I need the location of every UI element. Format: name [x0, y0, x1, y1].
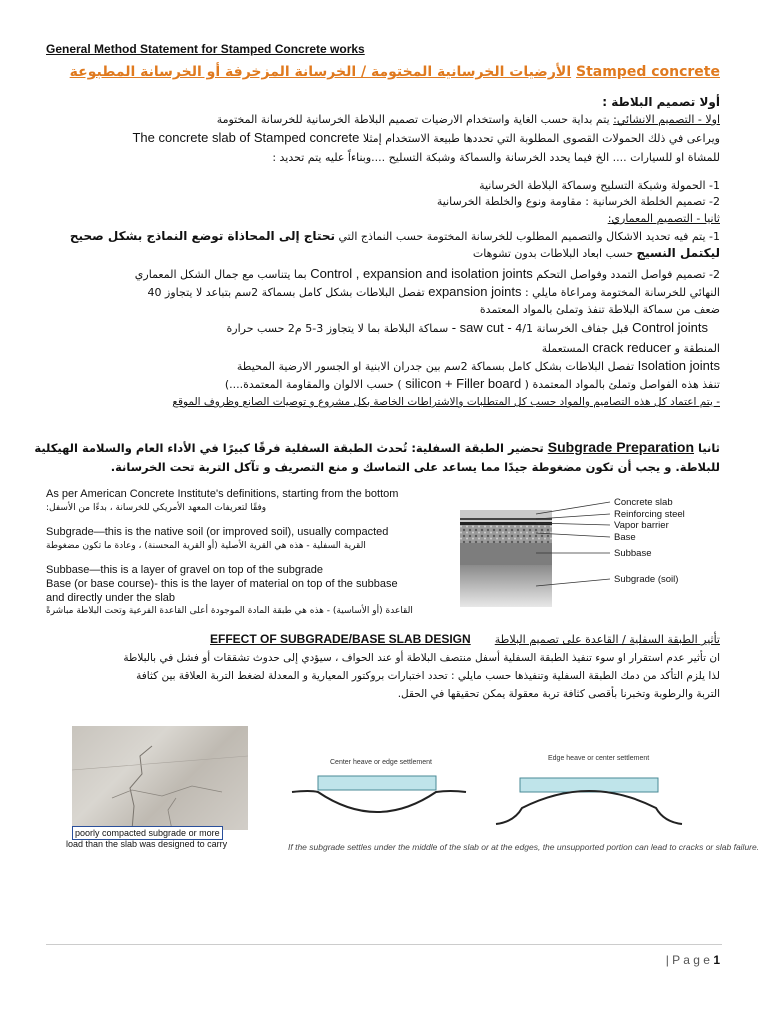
control-ar2: 4/1 سماكة البلاطة بما لا يتجاوز 3-5 م2 حسب حرارة — [226, 322, 533, 335]
label-subgrade: Subgrade (soil) — [614, 574, 679, 585]
iso-ar: تفصل البلاطات بشكل كامل بسماكة 2سم بين جدران الابنية او الجسور الارضية المحيطة — [236, 360, 635, 373]
settlement-diagrams — [290, 752, 720, 838]
arch1-line2: حسب ابعاد البلاطات بدون تشوهات — [472, 247, 637, 260]
section2-title-ar: ثانيا — [694, 441, 720, 455]
section2-line2: للبلاطة. و يجب أن تكون مضغوطة جيدًا مما يساعد على التماسك و منع التصريف و تآكل التربة تحت الخرسانة. — [110, 460, 720, 474]
fill-ar-b: ) حسب الالوان والمقاومة المعتمدة....) — [224, 378, 402, 391]
section3-title-ar: تأثير الطبقة السفلية / القاعدة على تصميم البلاطة — [494, 633, 720, 646]
control-en: Control joints — [632, 320, 708, 335]
diagram1-label: Center heave or edge settlement — [330, 759, 432, 766]
arch-item-2 — [135, 266, 720, 282]
leader-concrete-slab — [536, 502, 610, 514]
diagram1-slab — [318, 776, 436, 790]
aesthetic-text: يتم بداية حسب الغاية واستخدام الارضيات تصميم البلاطة الخرسانية للخرسانة المختومة — [216, 113, 614, 126]
slab-ar: ويراعى في ذلك الحمولات القصوى المطلوبة التي تحددها طبيعة الاستخدام إمثلا — [362, 132, 720, 145]
label-vapor-barrier: Vapor barrier — [614, 520, 669, 531]
control-line — [227, 320, 709, 336]
exp-ar-b: تفصل البلاطات بشكل كامل بسماكة 2سم بتباعد لا يتجاوز 40 — [147, 286, 425, 299]
crack-line — [542, 340, 720, 356]
photo-caption-line1: poorly compacted subgrade or more — [72, 826, 223, 840]
diagram-caption: If the subgrade settles under the middle of the slab or at the edges, the unsupported portion can lead to cracks or slab failure. — [288, 842, 760, 852]
fill-ar-a: تنفذ هذه الفواصل وتملئ بالمواد المعتمدة ( — [521, 378, 720, 391]
arch2-ar-a: 2- تصميم فواصل التمدد وفواصل التحكم — [532, 268, 720, 281]
crack-en: crack reducer — [592, 340, 672, 355]
subgrade-en: Subgrade—this is the native soil (or improved soil), usually compacted — [46, 526, 389, 538]
filler-line — [225, 376, 720, 392]
section1-title: أولا تصميم البلاطة : — [602, 95, 720, 109]
footer-rule — [46, 944, 722, 945]
subgrade-ar: القرية السفلية - هذه هي القرية الأصلية (أو القرية المحسنة) ، وعادة ما تكون مضغوطة — [46, 541, 366, 551]
design-item-2: 2- تصميم الخلطة الخرسانية : مقاومة ونوع والخلطة الخرسانية — [436, 195, 720, 208]
crack-ar: المنطقة و — [671, 342, 720, 355]
layer-diagram-svg — [456, 486, 726, 610]
diagram2-ground — [496, 791, 682, 824]
arch-item-1-line2 — [473, 246, 720, 261]
diagram2-label: Edge heave or center settlement — [548, 755, 650, 762]
label-subbase: Subbase — [614, 548, 652, 559]
layer-base — [460, 525, 552, 543]
heading-arabic: الأرضيات الخرسانية المختومة / الخرسانة المزخرفة أو الخرسانة المطبوعة — [69, 64, 572, 80]
arch1-line2-bold: ليكتمل النسيج — [636, 246, 720, 260]
section2-title — [34, 440, 720, 456]
aci-ar: وفقًا لتعريفات المعهد الأمريكي للخرسانة ، بدءًا من الأسفل: — [46, 503, 267, 513]
label-reinforcing-steel: Reinforcing steel — [614, 509, 685, 520]
subbase-en: Subbase—this is a layer of gravel on top of the subgrade — [46, 564, 324, 576]
base-en2: and directly under the slab — [46, 592, 176, 604]
design-item-1: 1- الحمولة وشبكة التسليح وسماكة البلاطة الخرسانية — [479, 179, 720, 192]
page-number — [666, 953, 720, 967]
document-title: General Method Statement for Stamped Concrete works — [46, 42, 365, 56]
crack-lines — [72, 726, 248, 830]
slab-en: The concrete slab of Stamped concrete — [132, 130, 360, 145]
sawcut-en: - saw cut - — [451, 320, 516, 335]
exp-en: expansion joints — [428, 284, 522, 299]
section1-line3: للمشاة او للسيارات .... الخ فيما يحدد الخرسانة والسماكة وشبكة التسليح ....وبناءاً عليه يتم تحديد : — [272, 151, 720, 164]
label-base: Base — [614, 532, 636, 543]
diagram1-ground — [292, 791, 466, 812]
layer-vapor-barrier — [460, 522, 552, 525]
isolation-line — [237, 358, 720, 374]
arch2-ar-b: بما يتناسب مع جمال الشكل المعماري — [134, 268, 307, 281]
section3-p2: لذا يلزم التأكد من دمك الطبقة السفلية وتنفيذها حسب مايلي : تحدد اختبارات بروكتور المعيارية و المعدلة لضغط التربة العلاقة بين كثافة — [136, 670, 720, 682]
section2-title-ar2: تحضير الطبقة السفلية: تُحدث الطبقة السفلية فرقًا كبيرًا في الأداء العام والسلامة الهيكلية — [34, 441, 544, 455]
base-ar: القاعدة (أو الأساسية) - هذه هي طبقة المادة الموجودة أعلى القاعدة الفرعية وتحت البلاطة مباشرةً — [46, 606, 413, 616]
fill-en: silicon + Filler board — [405, 376, 522, 391]
aci-en: As per American Concrete Institute's definitions, starting from the bottom — [46, 488, 399, 500]
expansion-line — [148, 284, 720, 300]
crack-ar2: المستعملة — [541, 342, 589, 355]
section2-title-en: Subgrade Preparation — [547, 439, 695, 455]
expansion-line2: ضعف من سماكة البلاطة تنفذ وتملئ بالمواد المعتمدة — [479, 303, 720, 316]
iso-en: Isolation joints — [637, 358, 720, 373]
arch1-plain: 1- يتم فيه تحديد الاشكال والتصميم المطلوب للخرسانة المختومة حسب النماذج التي — [335, 230, 720, 243]
photo-caption-line2: load than the slab was designed to carry — [66, 839, 228, 849]
section3-title-en: EFFECT OF SUBGRADE/BASE SLAB DESIGN — [210, 632, 471, 646]
label-concrete-slab: Concrete slab — [614, 497, 673, 508]
slab-line — [132, 130, 720, 146]
cracked-slab-photo — [72, 726, 248, 830]
arch1-bold: تحتاج إلى المحاذاة توضع النماذج بشكل صحيح — [69, 229, 335, 243]
arch2-en: Control , expansion and isolation joints — [310, 266, 533, 281]
final-line: - يتم اعتماد كل هذه التصاميم والمواد حسب كل المتطلبات والاشتراطات الخاصة بكل مشروع و توصيات الصانع وظروف الموقع — [172, 396, 720, 408]
section3-p3: التربة والرطوبة وتخبرنا بأقصى كثافة تربة معقولة يمكن تحقيقها في الحقل. — [397, 688, 720, 700]
aesthetic-line — [217, 112, 720, 127]
arch-item-1 — [70, 229, 720, 244]
layer-concrete-slab — [460, 510, 552, 522]
arch-label: ثانيا - التصميم المعماري: — [607, 212, 720, 225]
exp-ar-a: النهائي للخرسانة المختومة ومراعاة مايلي : — [521, 286, 720, 299]
section3-p1: ان تأثير عدم استقرار او سوء تنفيذ الطبقة السفلية أسفل منتصف البلاطة أو عند الحواف ، سيؤدي إلى حدوث تشققات أو فشل في بالبلاطة — [123, 652, 720, 664]
diagram2-slab — [520, 778, 658, 792]
page-number-value: 1 — [713, 953, 720, 967]
base-en: Base (or base course)- this is the layer of material on top of the subbase — [46, 578, 398, 590]
aesthetic-label: اولا - التصميم الانشائي: — [613, 113, 720, 126]
control-ar: قبل جفاف الخرسانة — [533, 322, 629, 335]
main-heading — [70, 64, 720, 80]
page-label: | P a g e — [665, 953, 714, 967]
settlement-diagrams-svg — [290, 752, 720, 838]
heading-english: Stamped concrete — [576, 64, 720, 80]
layer-diagram — [456, 486, 726, 610]
layer-subbase — [460, 543, 552, 565]
